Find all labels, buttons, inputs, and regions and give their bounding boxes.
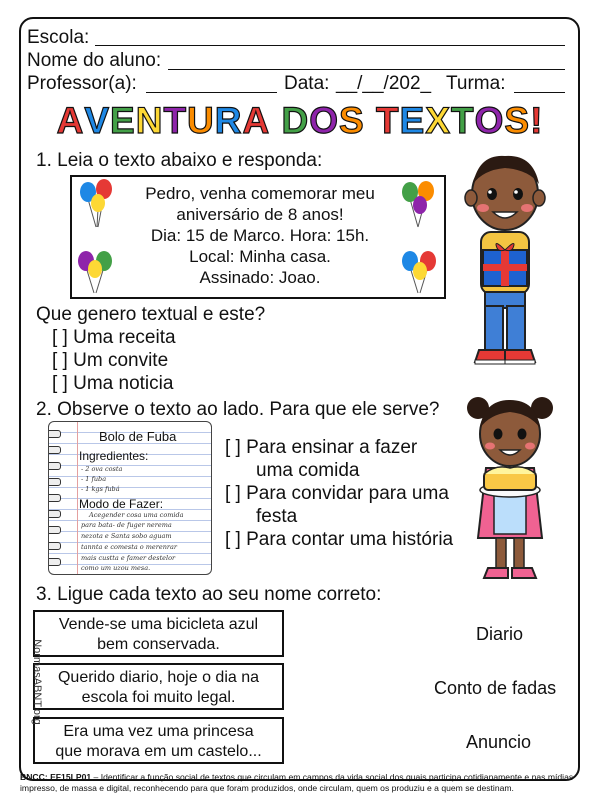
- text-line: bem conservada.: [97, 636, 220, 653]
- teacher-label: Professor(a):: [27, 73, 137, 94]
- title-letter: U: [187, 100, 215, 141]
- spiral-ring: [48, 526, 61, 534]
- title-letter: E: [399, 100, 426, 141]
- text-line: Era uma vez uma princesa: [63, 723, 254, 740]
- spiral-ring: [48, 462, 61, 470]
- name-conto-de-fadas[interactable]: Conto de fadas: [434, 678, 557, 698]
- text-box-anuncio[interactable]: [33, 610, 284, 657]
- spiral-ring: [48, 558, 61, 566]
- method-line: mais custta e famer destelor: [81, 554, 176, 562]
- invitation-line: Local: Minha casa.: [189, 247, 331, 266]
- invitation-line: aniversário de 8 anos!: [176, 205, 344, 224]
- option-contar[interactable]: [ ] Para contar uma história: [225, 529, 454, 550]
- invitation-card: [70, 175, 446, 299]
- class-line[interactable]: [514, 92, 565, 93]
- title-letter: A: [56, 100, 85, 141]
- title-letter: E: [110, 100, 136, 141]
- date-field[interactable]: __/__/202_: [336, 73, 432, 94]
- option-receita[interactable]: [ ] Uma receita: [52, 327, 176, 348]
- question-3-prompt: 3. Ligue cada texto ao seu nome correto:: [36, 584, 382, 605]
- student-name-line[interactable]: [168, 69, 565, 70]
- boy-with-gift-illustration: [459, 152, 551, 368]
- option-noticia[interactable]: [ ] Uma noticia: [52, 373, 174, 394]
- balloons-icon: [398, 249, 442, 295]
- spiral-ring: [48, 430, 61, 438]
- option-convidar[interactable]: [ ] Para convidar para uma: [225, 483, 449, 504]
- spiral-ring: [48, 478, 61, 486]
- question-1-genre: Que genero textual e este?: [36, 304, 266, 325]
- balloons-icon: [396, 179, 440, 229]
- title-letter: D: [281, 100, 310, 141]
- option-convite[interactable]: [ ] Um convite: [52, 350, 169, 371]
- footer-bncc: [20, 772, 585, 794]
- student-name-label: Nome do aluno:: [27, 50, 162, 71]
- option-ensinar[interactable]: [ ] Para ensinar a fazer: [225, 437, 418, 458]
- title-letter: S: [504, 100, 531, 141]
- side-watermark: NormasABNT.org: [31, 639, 43, 725]
- ingredient-line: - 1 fuba: [81, 475, 107, 483]
- spiral-ring: [48, 494, 61, 502]
- invitation-text: [142, 183, 378, 288]
- method-line: Acegender cosa uma comida: [89, 511, 184, 519]
- text-line: Querido diario, hoje o dia na: [57, 669, 260, 686]
- text-box-diario[interactable]: [33, 663, 284, 710]
- class-label: Turma:: [446, 73, 506, 94]
- title-letter: T: [163, 100, 188, 141]
- name-diario[interactable]: Diario: [476, 624, 524, 644]
- ingredient-line: - 2 ova costa: [81, 465, 123, 473]
- recipe-notebook-card: [48, 421, 212, 575]
- method-line: para bata- de fuger nerema: [81, 521, 172, 529]
- text-box-conto[interactable]: [33, 717, 284, 764]
- notebook-margin: [77, 422, 78, 574]
- question-1-prompt: 1. Leia o texto abaixo e responda:: [36, 150, 323, 171]
- title-letter: T: [376, 100, 400, 141]
- method-label: Modo de Fazer:: [79, 497, 164, 511]
- title-letter: O: [309, 100, 340, 141]
- invitation-line: Assinado: Joao.: [199, 268, 321, 287]
- title-letter: A: [242, 100, 271, 141]
- title-letter: R: [214, 100, 243, 141]
- question-2-prompt: 2. Observe o texto ao lado. Para que ele serve?: [36, 399, 440, 420]
- footer-code: BNCC: EF15LP01: [20, 772, 92, 782]
- balloons-icon: [74, 249, 118, 295]
- girl-with-cake-illustration: [466, 394, 554, 582]
- school-label: Escola:: [27, 27, 90, 48]
- text-line: escola foi muito legal.: [81, 689, 236, 706]
- title-letter: T: [451, 100, 475, 141]
- text-line: Vende-se uma bicicleta azul: [58, 616, 259, 633]
- title-letter: [270, 100, 281, 142]
- recipe-title: Bolo de Fuba: [99, 429, 177, 444]
- option-ensinar-cont: uma comida: [256, 460, 360, 481]
- title-letter: S: [339, 100, 365, 141]
- spiral-ring: [48, 446, 61, 454]
- invitation-line: Dia: 15 de Marco. Hora: 15h.: [150, 226, 370, 245]
- spiral-ring: [48, 510, 61, 518]
- method-line: tannta e comesta o merenrar: [81, 543, 177, 551]
- name-anuncio[interactable]: Anuncio: [466, 732, 532, 752]
- title-letter: N: [135, 100, 164, 141]
- title-letter: V: [84, 100, 111, 141]
- option-convidar-cont: festa: [256, 506, 298, 527]
- invitation-line: Pedro, venha comemorar meu: [145, 184, 375, 203]
- ingredient-line: - 1 kgs fubá: [81, 485, 120, 493]
- title-letter: O: [474, 100, 505, 141]
- title-letter: [365, 100, 376, 142]
- title-letter: X: [425, 100, 451, 141]
- school-line[interactable]: [95, 45, 565, 46]
- method-line: nezota e Santa sobo aguam: [81, 532, 172, 540]
- text-line: que morava em um castelo...: [55, 743, 262, 760]
- footer-text: – Identificar a função social de textos que circulam em campos da vida social dos quais participa cotidianamente e nas mídias impresso, de massa e digital, reconhecendo para que foram produzidos, onde circulam, quem os produziu e a quem se destinam.: [20, 772, 574, 793]
- balloons-icon: [76, 179, 120, 229]
- teacher-line[interactable]: [146, 92, 277, 93]
- date-label: Data:: [284, 73, 330, 94]
- method-line: como um uzou mesa.: [81, 564, 151, 572]
- ingredients-label: Ingredientes:: [79, 449, 149, 463]
- spiral-ring: [48, 542, 61, 550]
- title-letter: !: [530, 100, 544, 141]
- page-title: [0, 100, 600, 142]
